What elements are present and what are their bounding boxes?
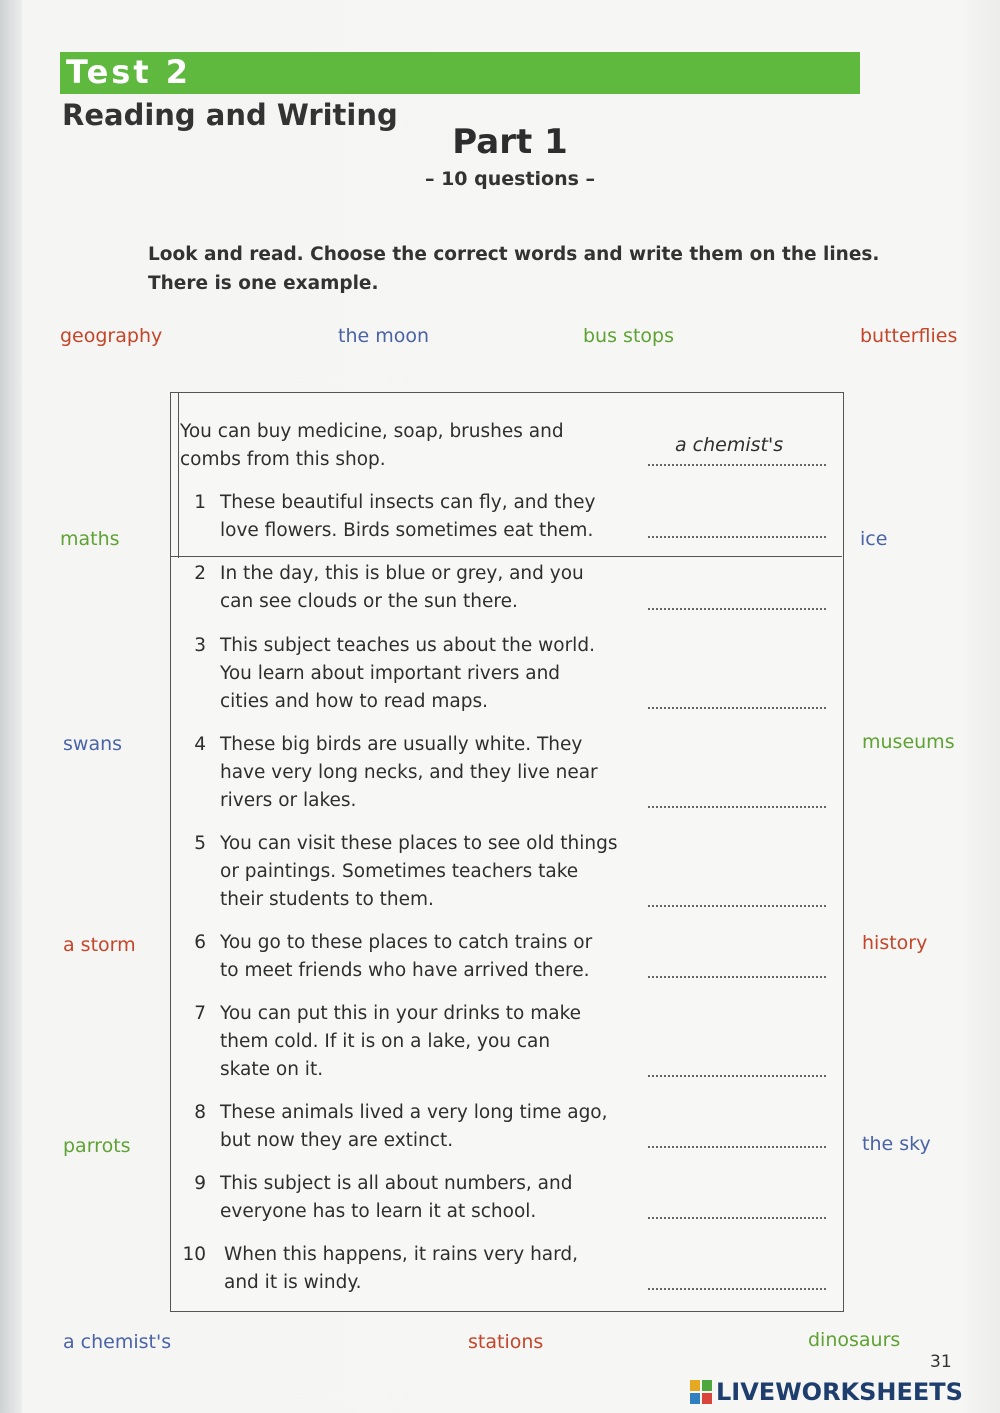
question-text-line: but now they are extinct. <box>220 1130 454 1151</box>
question-number: 2 <box>194 563 206 584</box>
word-history: history <box>862 932 928 954</box>
word-swans: swans <box>63 733 123 755</box>
answer-line-8[interactable] <box>648 1146 826 1148</box>
word-the-moon: the moon <box>338 325 430 347</box>
page-number: 31 <box>930 1352 952 1372</box>
question-text-line: and it is windy. <box>224 1272 362 1293</box>
word-stations: stations <box>468 1331 544 1353</box>
question-8 <box>186 1099 646 1159</box>
question-text-line: These beautiful insects can fly, and they <box>220 492 596 513</box>
instruction-line-2: There is one example. <box>148 273 379 294</box>
question-10 <box>180 1241 646 1301</box>
question-number: 8 <box>194 1102 206 1123</box>
question-number: 6 <box>194 932 206 953</box>
question-number: 5 <box>194 833 206 854</box>
question-text-line: These animals lived a very long time ago, <box>220 1102 608 1123</box>
test-label: Test 2 <box>66 53 192 91</box>
question-text-line: skate on it. <box>220 1059 324 1080</box>
liveworksheets-grid-icon <box>690 1380 712 1404</box>
question-1 <box>186 489 646 549</box>
question-text-line: This subject teaches us about the world. <box>220 635 595 656</box>
question-5 <box>186 830 646 916</box>
question-text-line: When this happens, it rains very hard, <box>224 1244 579 1265</box>
question-2 <box>186 560 646 620</box>
question-text-line: or paintings. Sometimes teachers take <box>220 861 579 882</box>
example-answer-line <box>648 464 826 466</box>
example-answer: a chemist's <box>675 434 784 456</box>
question-text-line: their students to them. <box>220 889 434 910</box>
question-text-line: love flowers. Birds sometimes eat them. <box>220 520 594 541</box>
question-9 <box>186 1170 646 1230</box>
test-header-bar <box>60 52 860 94</box>
instructions <box>148 240 888 298</box>
answer-line-2[interactable] <box>648 608 826 610</box>
question-number: 4 <box>194 734 206 755</box>
example-divider <box>170 556 842 557</box>
question-text-line: These big birds are usually white. They <box>220 734 583 755</box>
example-line-1: You can buy medicine, soap, brushes and <box>180 421 564 442</box>
book-spine-shadow <box>0 0 22 1413</box>
answer-line-7[interactable] <box>648 1075 826 1077</box>
word-museums: museums <box>862 731 955 753</box>
word-butterflies: butterflies <box>860 325 958 347</box>
part-subtitle: – 10 questions – <box>424 168 596 190</box>
question-text-line: You learn about important rivers and <box>220 663 561 684</box>
question-3 <box>186 632 646 718</box>
question-number: 10 <box>182 1244 206 1265</box>
question-text-line: This subject is all about numbers, and <box>220 1173 573 1194</box>
question-text-line: everyone has to learn it at school. <box>220 1201 537 1222</box>
word-parrots: parrots <box>63 1135 131 1157</box>
answer-line-10[interactable] <box>648 1288 826 1290</box>
question-6 <box>186 929 646 989</box>
word-the-sky: the sky <box>862 1133 931 1155</box>
question-text-line: You can visit these places to see old things <box>220 833 618 854</box>
question-text-line: You go to these places to catch trains or <box>220 932 593 953</box>
question-text-line: In the day, this is blue or grey, and you <box>220 563 584 584</box>
answer-line-3[interactable] <box>648 707 826 709</box>
answer-line-4[interactable] <box>648 806 826 808</box>
question-number: 1 <box>194 492 206 513</box>
answer-line-5[interactable] <box>648 905 826 907</box>
question-text-line: cities and how to read maps. <box>220 691 488 712</box>
question-7 <box>186 1000 646 1086</box>
word-dinosaurs: dinosaurs <box>808 1329 901 1351</box>
word-a-chemists: a chemist's <box>63 1331 172 1353</box>
answer-line-1[interactable] <box>648 536 826 538</box>
question-number: 7 <box>194 1003 206 1024</box>
instruction-line-1: Look and read. Choose the correct words and write them on the lines. <box>148 244 880 265</box>
answer-line-6[interactable] <box>648 976 826 978</box>
question-number: 3 <box>194 635 206 656</box>
example-bracket <box>170 392 179 558</box>
example-line-2: combs from this shop. <box>180 449 386 470</box>
question-text-line: have very long necks, and they live near <box>220 762 598 783</box>
example-question <box>180 418 564 474</box>
word-geography: geography <box>60 325 163 347</box>
part-title: Part 1 <box>452 122 568 162</box>
question-text-line: can see clouds or the sun there. <box>220 591 518 612</box>
word-maths: maths <box>60 528 120 550</box>
word-a-storm: a storm <box>63 934 136 956</box>
word-ice: ice <box>860 528 888 550</box>
question-text-line: them cold. If it is on a lake, you can <box>220 1031 551 1052</box>
question-number: 9 <box>194 1173 206 1194</box>
section-title: Reading and Writing <box>62 98 398 132</box>
question-4 <box>186 731 646 817</box>
question-text-line: to meet friends who have arrived there. <box>220 960 590 981</box>
word-bus-stops: bus stops <box>583 325 674 347</box>
brand-name: LIVEWORKSHEETS <box>716 1378 963 1406</box>
answer-line-9[interactable] <box>648 1217 826 1219</box>
question-text-line: rivers or lakes. <box>220 790 357 811</box>
question-text-line: You can put this in your drinks to make <box>220 1003 582 1024</box>
